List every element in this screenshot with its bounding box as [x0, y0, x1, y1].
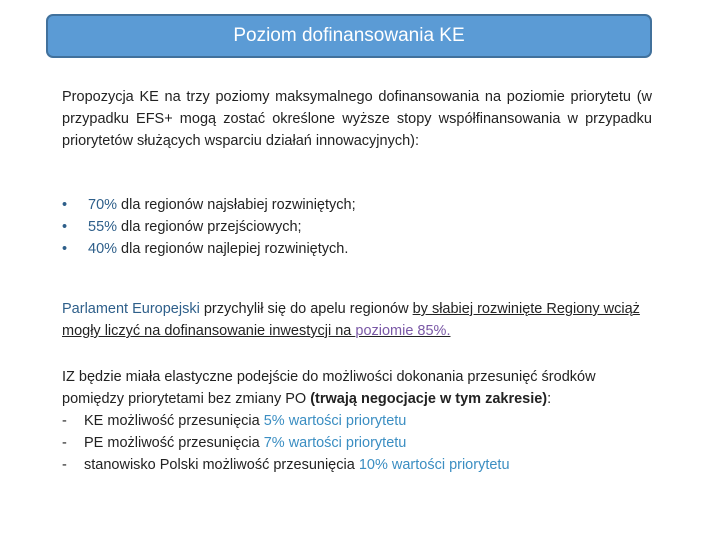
- list-item: - stanowisko Polski możliwość przesunięcia 10% wartości priorytetu: [62, 457, 510, 473]
- slide-title: [46, 14, 652, 58]
- iz-paragraph: IZ będzie miała elastyczne podejście do możliwości dokonania przesunięć środków pomiędzy priorytetami bez zmiany PO (trwają negocjacje w tym zakresie): - KE możliwość przesunięcia 5% wartości priorytetu - PE możliwość przesunięcia 7% wartości priorytetu - stanowisko Polski możliwość przesunięcia 10% wartości priorytetu: [62, 366, 652, 476]
- bullet-icon: •: [62, 241, 68, 257]
- list-item: • 40% dla regionów najlepiej rozwiniętych.: [62, 238, 652, 260]
- parliament-name: Parlament Europejski: [62, 301, 200, 317]
- list-item: • 70% dla regionów najsłabiej rozwiniętych;: [62, 194, 652, 216]
- parliament-paragraph: Parlament Europejski przychylił się do apelu regionów by słabiej rozwinięte Regiony wciąż mogły liczyć na dofinansowanie inwestycji na poziomie 85%.: [62, 301, 640, 339]
- negotiation-note: (trwają negocjacje w tym zakresie): [310, 391, 548, 407]
- bullet-icon: •: [62, 197, 68, 213]
- funding-levels-list: [62, 194, 652, 260]
- parliament-underlined-text: by słabiej rozwinięte Regiony wciąż mogły liczyć na dofinansowanie inwestycji na poziomie 85%.: [62, 301, 640, 339]
- slide-title-text: Poziom dofinansowania KE: [233, 25, 465, 46]
- list-item: - KE możliwość przesunięcia 5% wartości priorytetu: [62, 413, 407, 429]
- list-item: - PE możliwość przesunięcia 7% wartości priorytetu: [62, 435, 407, 451]
- bullet-icon: •: [62, 219, 68, 235]
- parliament-level: poziomie 85%.: [355, 323, 451, 339]
- list-item: • 55% dla regionów przejściowych;: [62, 216, 652, 238]
- intro-paragraph: Propozycja KE na trzy poziomy maksymalnego dofinansowania na poziomie priorytetu (w przypadku EFS+ mogą zostać określone wyższe stopy współfinansowania w przypadku priorytetów służących wsparciu działań innowacyjnych):: [62, 89, 652, 149]
